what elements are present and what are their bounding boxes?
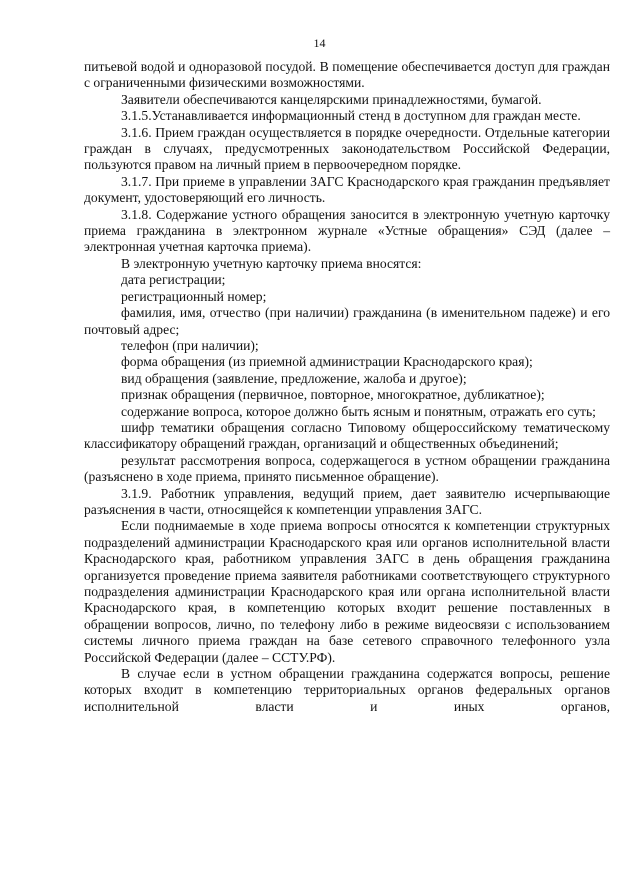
paragraph-competence-structural-units: Если поднимаемые в ходе приема вопросы относятся к компетенции структурных подразделений администрации Краснодарского края или органов исполнительной власти Краснодарского края, работником управления ЗАГС в день обращения гражданина организуется проведение приема заявителя работниками соответствующего структурного подразделения администрации Краснодарского края или органа исполнительной власти Краснодарского края, в компетенцию которых входит решение поставленных в обращении вопросов, лично, по телефону либо в режиме видеосвязи с использованием системы личного приема граждан на базе сетевого справочного телефонного узла Российской Федерации (далее – ССТУ.РФ). (84, 518, 610, 665)
paragraph-3-1-5: 3.1.5.Устанавливается информационный стенд в доступном для граждан месте. (121, 108, 581, 124)
document-body (84, 59, 610, 715)
paragraph-3-1-8: 3.1.8. Содержание устного обращения заносится в электронную учетную карточку приема гражданина в электронном журнале «Устные обращения» СЭД (далее – электронная учетная карточка приема). (84, 206, 610, 255)
list-item-full-name-address: фамилия, имя, отчество (при наличии) гражданина (в именительном падеже) и его почтовый адрес; (84, 305, 610, 337)
paragraph-3-1-9: 3.1.9. Работник управления, ведущий прием, дает заявителю исчерпывающие разъяснения в части, относящейся к компетенции управления ЗАГС. (84, 485, 610, 517)
list-item-topic-code: шифр тематики обращения согласно Типовому общероссийскому тематическому классификатору обращений граждан, организаций и общественных объединений; (84, 419, 610, 452)
list-item-appeal-sign: признак обращения (первичное, повторное, многократное, дубликатное); (121, 387, 545, 403)
paragraph-card-contents-intro: В электронную учетную карточку приема вносятся: (121, 255, 422, 271)
list-item-review-result: результат рассмотрения вопроса, содержащегося в устном обращении гражданина (разъяснено в ходе приема, принято письменное обращение). (84, 452, 610, 485)
paragraph-3-1-7: 3.1.7. При приеме в управлении ЗАГС Краснодарского края гражданин предъявляет документ, удостоверяющий его личность. (84, 173, 610, 206)
list-item-registration-date: дата регистрации; (121, 272, 226, 288)
list-item-appeal-form: форма обращения (из приемной администрации Краснодарского края); (121, 354, 533, 370)
list-item-question-content: содержание вопроса, которое должно быть ясным и понятным, отражать его суть; (121, 403, 596, 419)
list-item-registration-number: регистрационный номер; (121, 288, 267, 304)
paragraph-water-access: питьевой водой и одноразовой посудой. В помещение обеспечивается доступ для граждан с ограниченными физическими возможностями. (84, 59, 610, 91)
paragraph-federal-bodies: В случае если в устном обращении гражданина содержатся вопросы, решение которых входит в компетенцию территориальных органов федеральных органов исполнительной власти и иных органов, (84, 666, 610, 714)
list-item-appeal-type: вид обращения (заявление, предложение, жалоба и другое); (121, 370, 467, 386)
page-number: 14 (313, 36, 326, 50)
paragraph-3-1-6: 3.1.6. Прием граждан осуществляется в порядке очередности. Отдельные категории граждан в случаях, предусмотренных законодательством Российской Федерации, пользуются правом на личный прием в первоочередном порядке. (84, 124, 610, 173)
list-item-phone: телефон (при наличии); (121, 337, 259, 353)
paragraph-stationery: Заявители обеспечиваются канцелярскими принадлежностями, бумагой. (121, 91, 542, 107)
